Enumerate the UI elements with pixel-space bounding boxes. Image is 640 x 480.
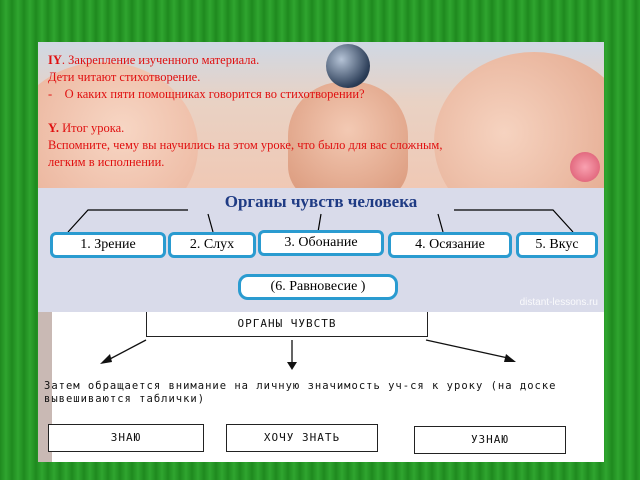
tablet-know: ЗНАЮ: [48, 424, 204, 452]
organ-hearing: 2. Слух: [168, 232, 256, 258]
organ-smell: 3. Обонание: [258, 230, 384, 256]
section4-title: . Закрепление изученного материала.: [61, 53, 260, 67]
section5-title: Итог урока.: [59, 121, 125, 135]
organs-diagram: [38, 188, 604, 312]
scan-arrows: [38, 312, 604, 382]
organ-balance: (6. Равновесие ): [238, 274, 398, 300]
bullet: -: [48, 87, 53, 101]
section5-number: Y.: [48, 121, 60, 135]
organ-vision: 1. Зрение: [50, 232, 166, 258]
organ-taste: 5. Вкус: [516, 232, 598, 258]
watermark: distant-lessons.ru: [519, 297, 598, 308]
tablet-will-learn: УЗНАЮ: [414, 426, 566, 454]
tablet-want-to-know: ХОЧУ ЗНАТЬ: [226, 424, 378, 452]
photo-background: [38, 42, 604, 192]
lesson-text: [48, 52, 598, 171]
scanned-page: [38, 312, 604, 462]
lesson-line-read: Дети читают стихотворение.: [48, 70, 201, 84]
lesson-question: О каких пяти помощниках говорится во стихотворении?: [64, 87, 365, 101]
organ-touch: 4. Осязание: [388, 232, 512, 258]
section4-number: IY: [48, 53, 62, 67]
organs-box: ОРГАНЫ ЧУВСТВ: [146, 312, 428, 337]
organs-title: Органы чувств человека: [224, 192, 418, 211]
scan-caption: Затем обращается внимание на личную значимость уч-ся к уроку (на доске вывешиваются таблички): [44, 380, 557, 405]
lesson-line-recall: Вспомните, чему вы научились на этом уроке, что было для вас сложным,: [48, 138, 443, 152]
lesson-line-easy: легким в исполнении.: [48, 155, 165, 169]
slide: [38, 42, 604, 462]
